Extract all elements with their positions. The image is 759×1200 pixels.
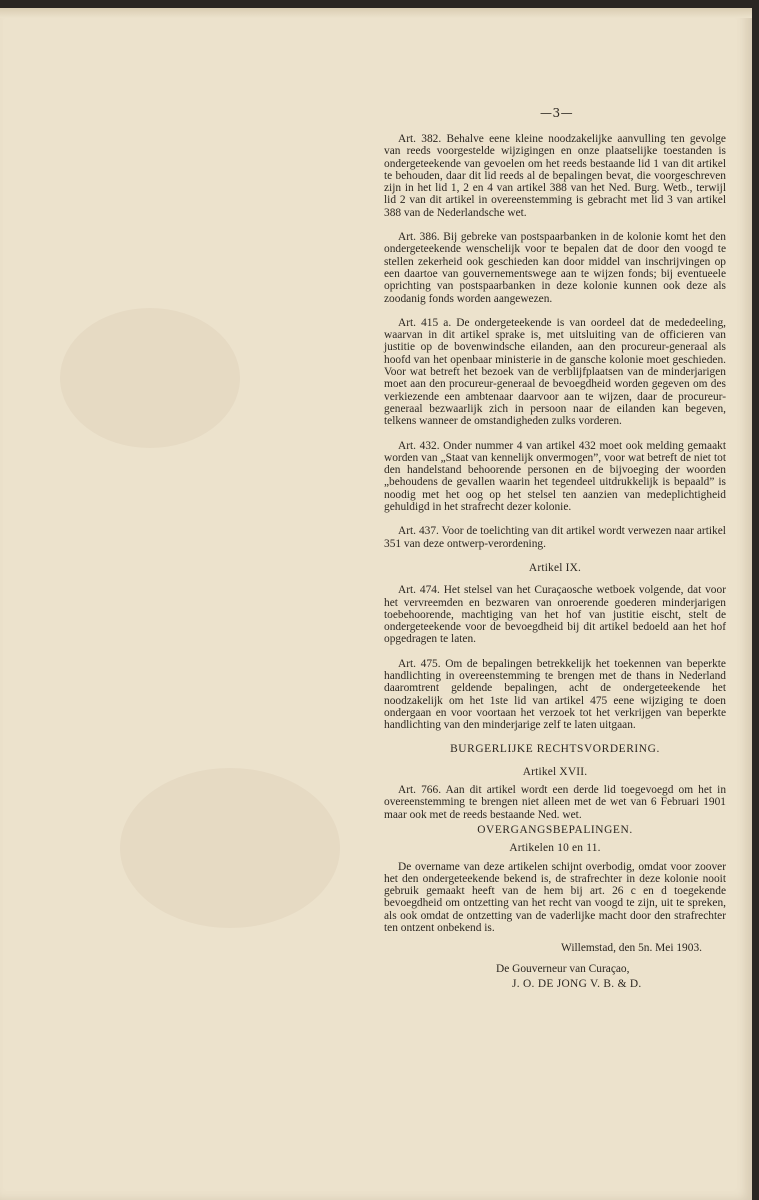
article-text: Aan dit artikel wordt een derde lid toegevoegd om het in overeenstemming te brengen niet alleen met de wet van 6 Februari 1901 maar ook met de reeds bestaande Ned. wet. <box>384 784 727 821</box>
document-body <box>384 133 726 998</box>
article-label: Art. 437. <box>398 525 439 538</box>
article-label: Art. 386. <box>398 231 440 244</box>
article-paragraph <box>384 440 726 514</box>
article-label: Art. 474. <box>398 584 440 597</box>
article-label: Art. 766. <box>398 784 442 797</box>
article-text: Onder nummer 4 van artikel 432 moet ook melding gemaakt worden van „Staat van kennelijk onvermogen”, voor wat betreft de niet tot den handelstand behoorende personen en de bijvoeging der woorden „behoudens de gevallen waarin het tegendeel uitdrukkelijk is bepaald” is noodig met het oog op het stelsel ten aanzien van medeplichtigheid gehuldigd in het strafrecht dezer kolonie. <box>384 439 726 514</box>
article-text: Bij gebreke van postspaarbanken in de kolonie komt het den ondergeteekende wenschelijk voor te bepalen dat de door den voogd te stellen zekerheid ook geschieden kan door middel van inschrijvingen op een daartoe van gouvernementswege aan te wijzen fonds; bij eventueele oprichting van postspaarbanken in deze kolonie kunnen ook deze als zoodanig fonds worden aangewezen. <box>384 231 726 305</box>
article-text: Behalve eene kleine noodzakelijke aanvulling ten gevolge van reeds voorgestelde wijzigingen en onze plaatselijke toestanden is ondergeteekende van gevoelen om het reeds bestaande lid 1 van dit artikel te behouden, daar dit lid reeds al de bepalingen bevat, die voorgeschreven zijn in het lid 1, 2 en 4 van artikel 388 van het Ned. Burg. Wetb., terwijl lid 2 van dit artikel in overeenstemming is gebracht met lid 3 van artikel 388 van de Nederlandsche wet. <box>384 133 726 219</box>
article-label: Art. 415 a. <box>398 316 452 329</box>
article-paragraph <box>384 584 726 645</box>
section-heading-artikel-ix: Artikel IX. <box>528 561 582 574</box>
article-label: Art. 475. <box>398 657 441 670</box>
article-text: Voor de toelichting van dit artikel wordt verwezen naar artikel 351 van deze ontwerp-verordening. <box>384 525 726 550</box>
paper-stain <box>60 308 240 448</box>
page-number: —3— <box>540 106 574 120</box>
section-heading-artikelen-10-11: Artikelen 10 en 11. <box>509 842 601 855</box>
page-fold-shadow <box>0 8 752 18</box>
article-label: Art. 382. <box>398 133 442 145</box>
section-heading-rechtsvordering: BURGERLIJKE RECHTSVORDERING. <box>450 743 660 756</box>
article-paragraph <box>384 658 726 732</box>
section-heading-overgangsbepalingen: OVERGANGSBEPALINGEN. <box>477 823 633 836</box>
article-paragraph <box>384 317 726 428</box>
section-heading-artikel-xvii: Artikel XVII. <box>522 765 588 778</box>
article-text: De ondergeteekende is van oordeel dat de mededeeling, waarvan in dit artikel sprake is, met uitsluiting van de officieren van justitie op de bovenwindsche eilanden, aan den procureur-generaal als hoofd van het openbaar ministerie in de gansche kolonie moet geschieden. Voor wat betreft het bezoek van de verblijfplaatsen van de minderjarigen moet aan den procureur-generaal de bevoegdheid worden gegeven om des verkiezende een ambtenaar daarvoor aan te wijzen, daar de procureur-generaal bezwaarlijk zich in persoon naar de eilanden kan begeven, telkens wanneer de omstandigheden zulks vorderen. <box>384 316 726 428</box>
article-paragraph <box>384 525 726 550</box>
article-text: Het stelsel van het Curaçaosche wetboek volgende, dat voor het vervreemden en bezwaren van onroerende goederen minderjarigen toebehoorende, machtiging van het hof van justitie eischt, stelt de ondergeteekende voor de bevoegdheid bij dit artikel bedoeld aan het hof opgedragen te laten. <box>384 584 726 646</box>
article-paragraph <box>384 784 726 821</box>
article-paragraph <box>384 133 726 219</box>
signatory-name: J. O. DE JONG V. B. & D. <box>512 977 642 990</box>
article-label: Art. 432. <box>398 439 440 452</box>
signatory-title: De Gouverneur van Curaçao, <box>496 962 630 975</box>
paper-stain <box>120 768 340 928</box>
place-and-date: Willemstad, den 5n. Mei 1903. <box>561 942 702 955</box>
document-page <box>0 8 752 1200</box>
article-text: Om de bepalingen betrekkelijk het toekennen van beperkte handlichting in overeenstemming te brengen met de thans in Nederland daaromtrent geldende bepalingen, acht de ondergeteekende het noodzakelijk om het 1ste lid van artikel 475 eene wijziging te doen ondergaan en voor voortaan het verzoek tot het verkrijgen van beperkte handlichting van den minderjarige zelf te laten uitgaan. <box>384 657 726 732</box>
closing-paragraph: De overname van deze artikelen schijnt overbodig, omdat voor zoover het den ondergeteekende bekend is, de strafrechter in deze kolonie nooit gebruik gemaakt heeft van de hem bij art. 26 c en d toegekende bevoegdheid om ontzetting van het recht van voogd te zijn, uit te spreken, als ook omdat de ontzetting van de vaderlijke macht door den strafrechter ten ontzent onbekend is. <box>384 860 726 935</box>
article-paragraph <box>384 231 726 305</box>
